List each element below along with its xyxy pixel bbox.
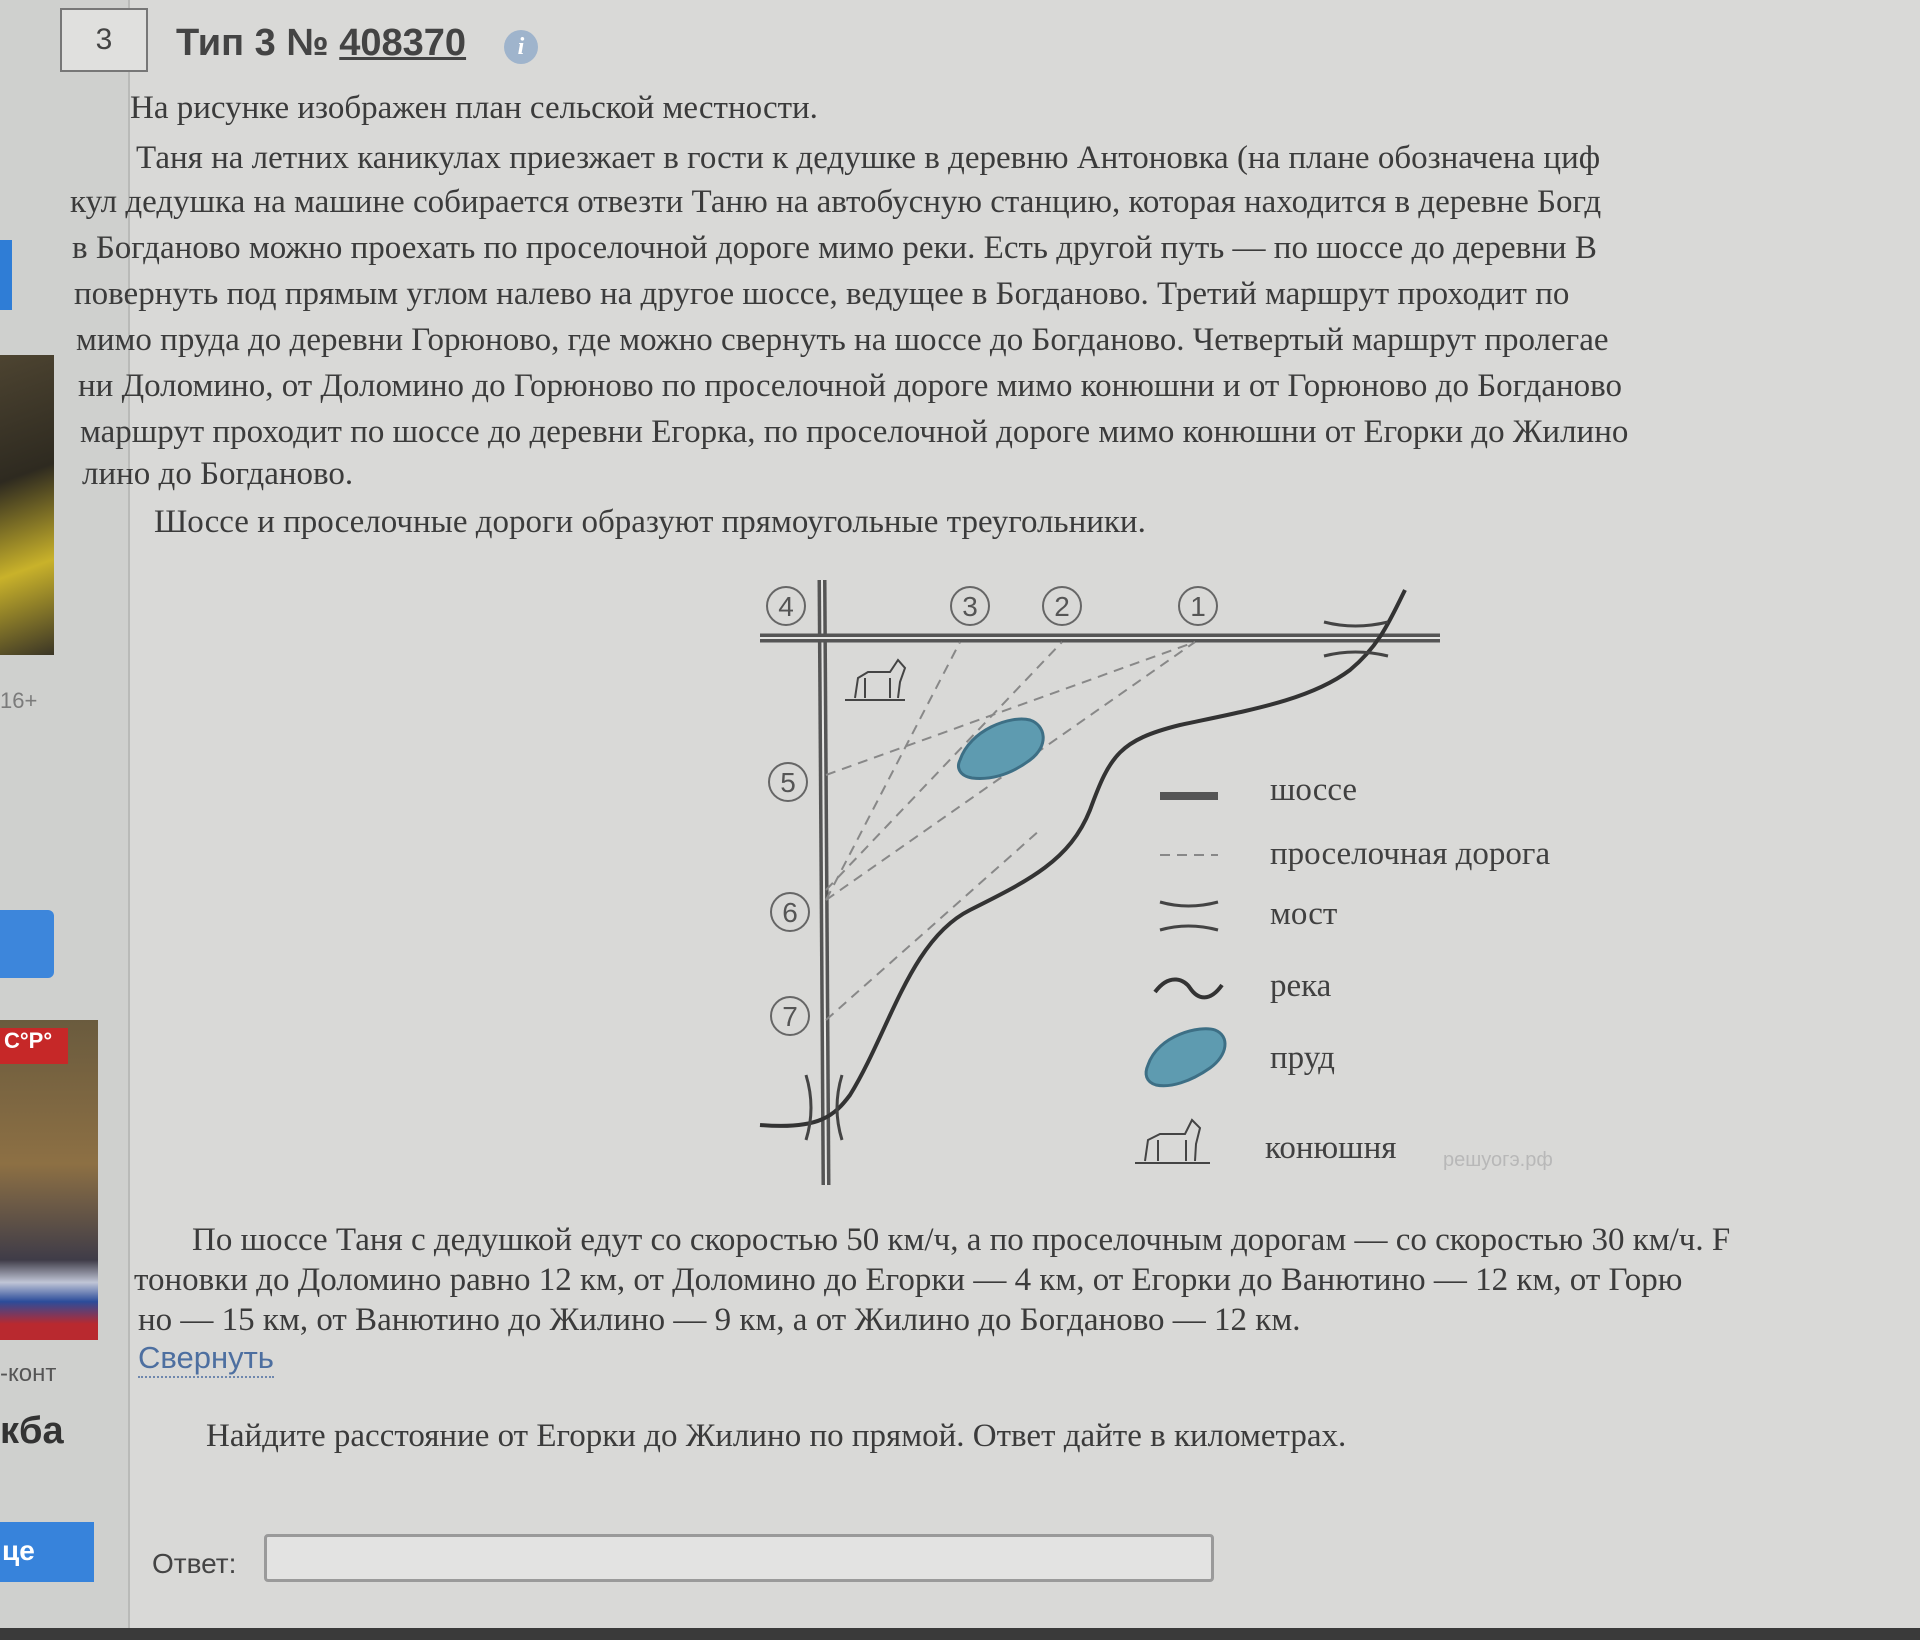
text-line: мимо пруда до деревни Горюново, где можно свернуть на шоссе до Богданово. Четвертый маршрут пролегае [76,322,1609,358]
watermark: решуогэ.рф [1443,1149,1553,1171]
legend [1135,772,1553,1171]
legend-stable-label: конюшня [1265,1130,1397,1166]
svg-text:4: 4 [778,591,794,622]
intro-text: На рисунке изображен план сельской местности. [130,90,818,126]
legend-pond-swatch [1146,1029,1225,1086]
sidebar-blue-tab[interactable] [0,240,12,310]
svg-text:7: 7 [782,1001,798,1032]
speed-text-line: тоновки до Доломино равно 12 км, от Доломино до Егорки — 4 км, от Егорки до Ванютино — 12 км, от Горю [134,1262,1683,1298]
text-line: ни Доломино, от Доломино до Горюново по проселочной дороге мимо конюшни и от Горюново до Богданово [78,368,1622,404]
legend-river-swatch [1155,979,1222,997]
legend-stable-swatch [1135,1120,1210,1163]
speed-text-line: По шоссе Таня с дедушкой едут со скоростью 50 км/ч, а по проселочным дорогам — со скоростью 30 км/ч. F [192,1222,1731,1258]
svg-text:6: 6 [782,897,798,928]
task-id-link[interactable]: 408370 [339,22,467,64]
legend-bridge-label: мост [1270,896,1338,932]
legend-river-label: река [1270,968,1332,1004]
text-line: лино до Богданово. [82,456,354,492]
info-icon[interactable]: i [504,30,538,64]
answer-label: Ответ: [152,1548,237,1579]
triangles-text: Шоссе и проселочные дороги образуют прямоугольные треугольники. [154,504,1146,540]
pond [959,719,1044,778]
dirt-roads [826,642,1195,1020]
sidebar-ad-banner[interactable] [0,1020,98,1340]
village-markers [767,587,1217,1035]
text-line: Таня на летних каникулах приезжает в гости к дедушке в деревню Антоновка (на плане обозначена циф [136,140,1601,176]
task-type-prefix: Тип 3 № [176,22,340,64]
sidebar-ad-image[interactable] [0,355,54,655]
speed-text-line: но — 15 км, от Ванютино до Жилино — 9 км, а от Жилино до Богданово — 12 км. [138,1302,1301,1338]
age-rating-label: 16+ [0,688,38,713]
legend-highway-swatch [1160,792,1218,800]
sidebar-blue-button[interactable] [0,910,54,978]
village-plan-diagram [740,560,1660,1200]
legend-pond-label: пруд [1270,1040,1335,1076]
question-text: Найдите расстояние от Егорки до Жилино по прямой. Ответ дайте в километрах. [206,1418,1347,1454]
task-header [176,22,466,65]
legend-highway-label: шоссе [1270,772,1358,808]
svg-text:5: 5 [780,767,796,798]
screen-bottom-edge [0,1628,1920,1640]
svg-text:2: 2 [1054,591,1070,622]
text-line: маршрут проходит по шоссе до деревни Егорка, по проселочной дороге мимо конюшни от Егорки до Жилино [80,414,1629,450]
svg-text:3: 3 [962,591,978,622]
legend-bridge-swatch [1160,902,1218,906]
legend-dirt-label: проселочная дорога [1270,836,1551,872]
task-number-box: 3 [60,8,148,72]
sidebar-action-button[interactable]: це [0,1522,94,1582]
text-line: в Богданово можно проехать по проселочной дороге мимо реки. Есть другой путь — по шоссе до деревни В [72,230,1597,266]
sidebar-kont-label: -конт [0,1360,57,1387]
stable-icon [845,660,905,700]
text-line: повернуть под прямым углом налево на другое шоссе, ведущее в Богданово. Третий маршрут проходит по [74,276,1570,312]
sidebar-kba-label: кба [0,1410,64,1452]
collapse-link[interactable]: Свернуть [138,1340,274,1378]
ad-banner-label: С°Р° [0,1028,68,1064]
answer-input[interactable] [264,1534,1214,1582]
svg-text:1: 1 [1190,591,1206,622]
text-line: кул дедушка на машине собирается отвезти Таню на автобусную станцию, которая находится в деревне Богд [70,184,1602,220]
